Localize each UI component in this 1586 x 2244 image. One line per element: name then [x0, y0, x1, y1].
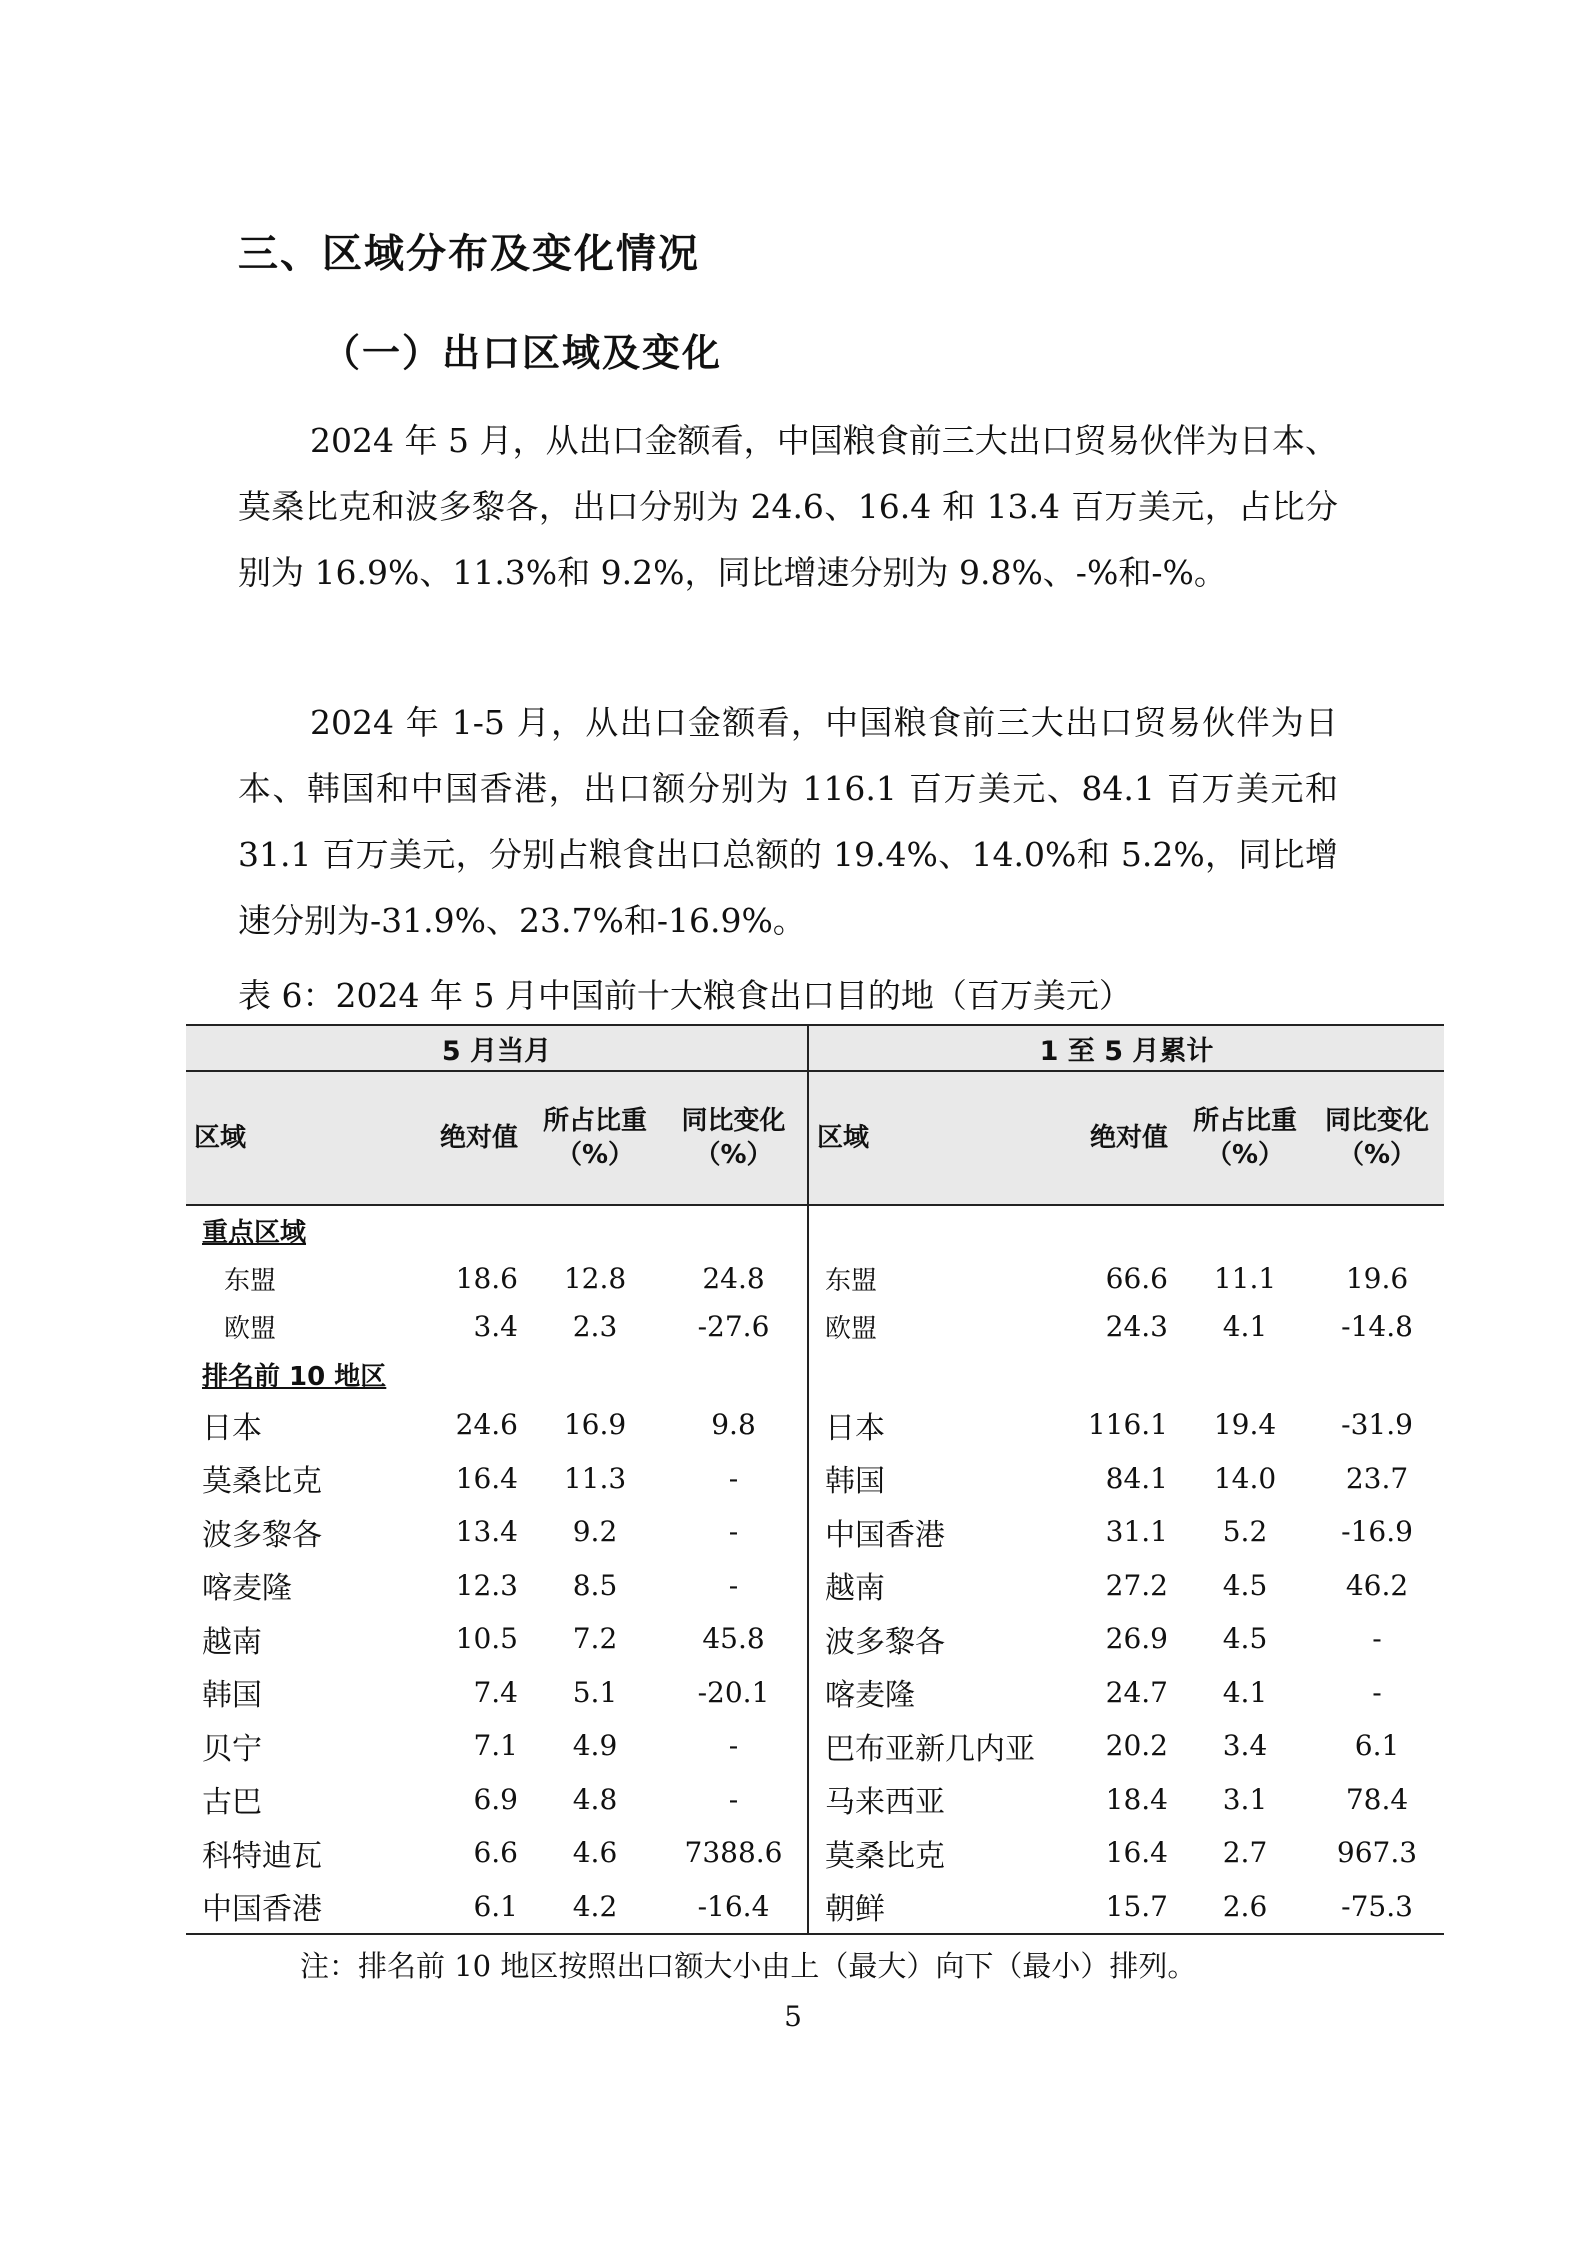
value-yoy-cumulative: -14.8 [1341, 1309, 1413, 1343]
value-abs-monthly: 10.5 [455, 1622, 518, 1656]
region-name-monthly: 喀麦隆 [202, 1571, 292, 1607]
table-row [186, 1719, 1444, 1773]
table-row [186, 1773, 1444, 1827]
table-row [186, 1826, 1444, 1880]
value-yoy-monthly: - [660, 1773, 808, 1827]
value-share-monthly: 2.3 [572, 1309, 618, 1343]
table-row [186, 1505, 1444, 1559]
region-name-cumulative: 马来西亚 [825, 1785, 945, 1821]
region-name-cumulative: 朝鲜 [808, 1880, 1048, 1935]
col-yoy-left: 同比变化 （%） [660, 1071, 808, 1205]
value-abs-cumulative: 18.4 [1105, 1782, 1168, 1816]
value-yoy-cumulative: 19.6 [1345, 1261, 1409, 1295]
value-abs-monthly: 7.4 [473, 1675, 518, 1709]
value-yoy-cumulative: - [1372, 1675, 1382, 1709]
table-row [186, 1666, 1444, 1720]
region-name-cumulative: 喀麦隆 [825, 1678, 915, 1714]
table-row [186, 1880, 1444, 1935]
paragraph-cumulative: 2024 年 1-5 月，从出口金额看，中国粮食前三大出口贸易伙伴为日本、韩国和中国香港，出口额分别为 116.1 百万美元、84.1 百万美元和 31.1 百万美元，分别占粮食出口总额的 19.4%、14.0%和 5.2%，同比增速分别为-31.9%、23.7%和-16.9%。 [238, 703, 1338, 940]
value-yoy-monthly: - [660, 1452, 808, 1506]
section-key-regions-label: 重点区域 [202, 1217, 307, 1248]
region-name-cumulative: 韩国 [825, 1464, 885, 1500]
page-number: 5 [784, 2000, 802, 2033]
value-share-monthly: 4.8 [572, 1782, 618, 1816]
value-share-cumulative: 2.7 [1222, 1836, 1268, 1870]
section-top10-row [186, 1350, 1444, 1398]
table-row [186, 1612, 1444, 1666]
value-abs-cumulative: 66.6 [1105, 1261, 1168, 1295]
value-yoy-monthly: -16.4 [660, 1880, 808, 1935]
region-name-cumulative: 欧盟 [825, 1313, 878, 1344]
region-name-cumulative: 巴布亚新几内亚 [825, 1731, 1035, 1767]
value-share-monthly: 7.2 [572, 1622, 618, 1656]
value-share-cumulative: 4.1 [1222, 1675, 1268, 1709]
subsection-heading: （一）出口区域及变化 [322, 331, 723, 375]
region-name-cumulative: 日本 [825, 1410, 885, 1446]
value-abs-cumulative: 26.9 [1105, 1622, 1168, 1656]
value-abs-monthly: 3.4 [473, 1309, 518, 1343]
value-share-cumulative: 19.4 [1213, 1408, 1277, 1442]
paragraph-monthly: 2024 年 5 月，从出口金额看，中国粮食前三大出口贸易伙伴为日本、莫桑比克和波多黎各，出口分别为 24.6、16.4 和 13.4 百万美元，占比分别为 16.9%、11.3%和 9.2%，同比增速分别为 9.8%、-%和-%。 [238, 421, 1338, 592]
value-share-cumulative: 14.0 [1213, 1461, 1277, 1495]
value-share-cumulative: 3.1 [1222, 1782, 1268, 1816]
group-header-row [186, 1025, 1444, 1071]
value-yoy-monthly: 7388.6 [660, 1826, 808, 1880]
value-yoy-monthly: -20.1 [660, 1666, 808, 1720]
value-abs-monthly: 6.1 [412, 1880, 530, 1935]
region-name-monthly: 日本 [202, 1410, 262, 1446]
value-abs-monthly: 13.4 [455, 1515, 518, 1549]
group-monthly-header: 5 月当月 [186, 1025, 808, 1071]
value-abs-cumulative: 31.1 [1105, 1515, 1168, 1549]
section-heading: 三、区域分布及变化情况 [238, 231, 700, 277]
value-abs-monthly: 18.6 [455, 1261, 518, 1295]
region-name-monthly: 东盟 [224, 1265, 277, 1296]
value-yoy-cumulative: 23.7 [1345, 1461, 1409, 1495]
table-row [186, 1254, 1444, 1302]
table-row [186, 1302, 1444, 1350]
value-share-monthly: 5.1 [572, 1675, 618, 1709]
value-abs-cumulative: 84.1 [1105, 1461, 1168, 1495]
value-share-cumulative: 4.5 [1222, 1622, 1268, 1656]
value-abs-cumulative: 116.1 [1087, 1408, 1168, 1442]
region-name-monthly: 古巴 [202, 1785, 262, 1821]
section-key-regions-row [186, 1205, 1444, 1254]
col-yoy-right: 同比变化 （%） [1310, 1071, 1444, 1205]
table-row [186, 1452, 1444, 1506]
value-abs-monthly: 12.3 [455, 1568, 518, 1602]
value-share-cumulative: 3.4 [1222, 1729, 1268, 1763]
value-share-cumulative: 4.1 [1222, 1309, 1268, 1343]
region-name-monthly: 科特迪瓦 [202, 1838, 322, 1874]
value-abs-monthly: 16.4 [455, 1461, 518, 1495]
value-share-monthly: 4.6 [572, 1836, 618, 1870]
region-name-cumulative: 波多黎各 [825, 1624, 945, 1660]
value-yoy-cumulative: -31.9 [1341, 1408, 1413, 1442]
value-abs-cumulative: 20.2 [1105, 1729, 1168, 1763]
value-yoy-cumulative: - [1372, 1622, 1382, 1656]
value-share-cumulative: 11.1 [1213, 1261, 1277, 1295]
region-name-monthly: 波多黎各 [202, 1517, 322, 1553]
value-yoy-monthly: 9.8 [660, 1398, 808, 1452]
col-region-left: 区域 [186, 1071, 412, 1205]
region-name-monthly: 欧盟 [224, 1313, 277, 1344]
region-name-monthly: 莫桑比克 [202, 1464, 322, 1500]
value-share-monthly: 8.5 [572, 1568, 618, 1602]
value-abs-cumulative: 15.7 [1048, 1880, 1180, 1935]
value-abs-monthly: 6.6 [473, 1836, 518, 1870]
value-yoy-cumulative: 78.4 [1345, 1782, 1409, 1816]
value-share-monthly: 4.2 [530, 1880, 660, 1935]
value-share-monthly: 12.8 [563, 1261, 627, 1295]
value-abs-cumulative: 27.2 [1105, 1568, 1168, 1602]
value-yoy-monthly: 24.8 [660, 1254, 808, 1302]
col-share-left: 所占比重 （%） [530, 1071, 660, 1205]
value-share-monthly: 16.9 [563, 1408, 627, 1442]
section-top10-label: 排名前 10 地区 [202, 1361, 387, 1392]
value-share-monthly: 11.3 [563, 1461, 627, 1495]
column-header-row [186, 1071, 1444, 1205]
region-name-cumulative: 莫桑比克 [825, 1838, 945, 1874]
value-abs-cumulative: 24.7 [1105, 1675, 1168, 1709]
value-yoy-monthly: 45.8 [660, 1612, 808, 1666]
value-yoy-cumulative: 6.1 [1354, 1729, 1400, 1763]
group-cumulative-header: 1 至 5 月累计 [808, 1025, 1444, 1071]
col-region-right: 区域 [808, 1071, 1048, 1205]
value-share-cumulative: 5.2 [1222, 1515, 1268, 1549]
value-share-cumulative: 4.5 [1222, 1568, 1268, 1602]
value-share-cumulative: 2.6 [1180, 1880, 1310, 1935]
value-yoy-monthly: - [660, 1505, 808, 1559]
col-abs-left: 绝对值 [412, 1071, 530, 1205]
value-abs-monthly: 7.1 [473, 1729, 518, 1763]
value-yoy-monthly: - [660, 1559, 808, 1613]
value-share-monthly: 4.9 [572, 1729, 618, 1763]
value-abs-monthly: 24.6 [455, 1408, 518, 1442]
region-name-monthly: 中国香港 [186, 1880, 412, 1935]
value-yoy-monthly: -27.6 [660, 1302, 808, 1350]
value-yoy-cumulative: 46.2 [1345, 1568, 1409, 1602]
table-row [186, 1398, 1444, 1452]
value-abs-cumulative: 24.3 [1105, 1309, 1168, 1343]
table-row [186, 1559, 1444, 1613]
value-yoy-cumulative: 967.3 [1336, 1836, 1418, 1870]
value-yoy-monthly: - [660, 1719, 808, 1773]
region-name-cumulative: 越南 [825, 1571, 885, 1607]
region-name-cumulative: 中国香港 [825, 1517, 945, 1553]
col-share-right: 所占比重 （%） [1180, 1071, 1310, 1205]
col-abs-right: 绝对值 [1048, 1071, 1180, 1205]
value-yoy-cumulative: -16.9 [1341, 1515, 1413, 1549]
value-yoy-cumulative: -75.3 [1310, 1880, 1444, 1935]
value-abs-monthly: 6.9 [473, 1782, 518, 1816]
region-name-monthly: 越南 [202, 1624, 262, 1660]
region-name-monthly: 贝宁 [202, 1731, 262, 1767]
export-destination-table [186, 1024, 1444, 1935]
value-share-monthly: 9.2 [572, 1515, 618, 1549]
value-abs-cumulative: 16.4 [1105, 1836, 1168, 1870]
table-caption: 表 6：2024 年 5 月中国前十大粮食出口目的地（百万美元） [238, 976, 1132, 1015]
table-note: 注：排名前 10 地区按照出口额大小由上（最大）向下（最小）排列。 [300, 1949, 1197, 1983]
region-name-cumulative: 东盟 [825, 1265, 878, 1296]
region-name-monthly: 韩国 [202, 1678, 262, 1714]
